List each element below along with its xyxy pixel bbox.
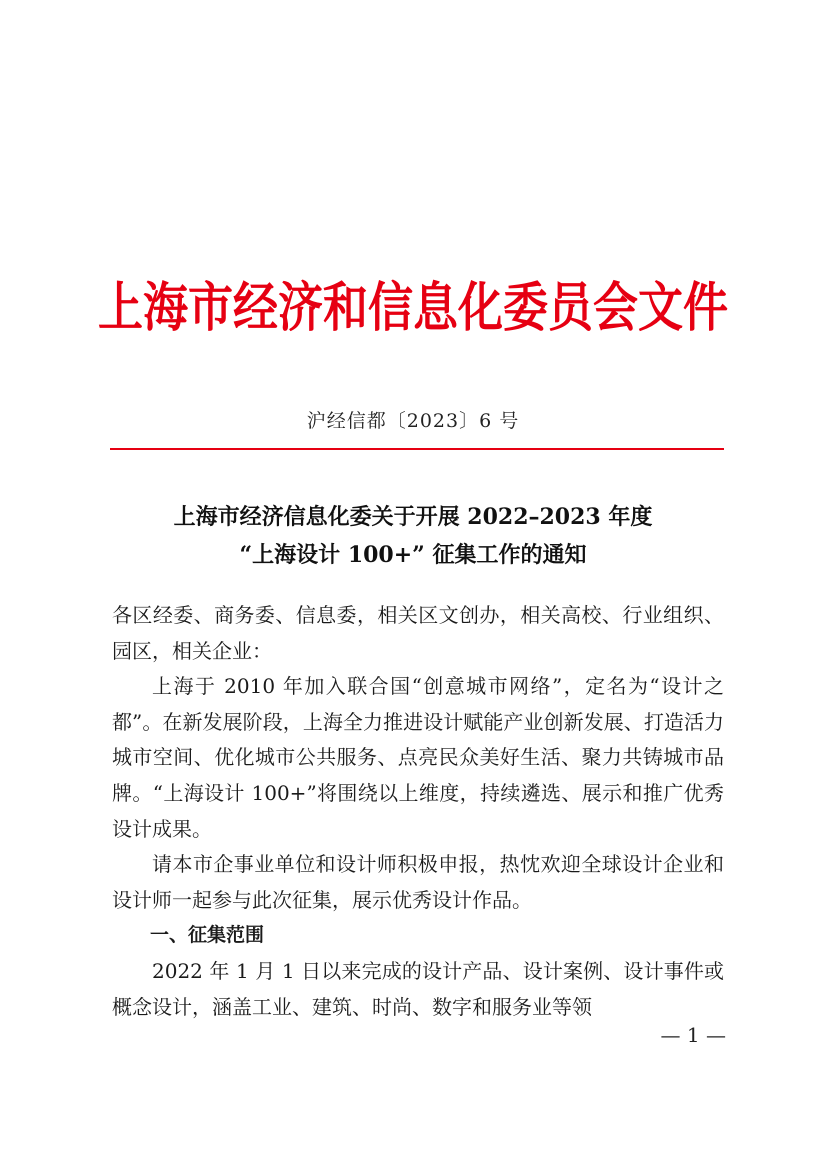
body-paragraph-1: 上海于 2010 年加入联合国“创意城市网络”，定名为“设计之都”。在新发展阶段，上海全力推进设计赋能产业创新发展、打造活力城市空间、优化城市公共服务、点亮民众美好生活、聚力共铸城市品牌。“上海设计 100+”将围绕以上维度，持续遴选、展示和推广优秀设计成果。 — [112, 674, 724, 841]
document-number: 沪经信都〔2023〕6 号 — [306, 410, 520, 432]
red-divider-line — [110, 448, 724, 450]
page-number: — 1 — — [660, 1023, 726, 1047]
section-heading-1: 一、征集范围 — [150, 924, 265, 947]
addressee-paragraph: 各区经委、商务委、信息委，相关区文创办，相关高校、行业组织、园区，相关企业： — [112, 603, 724, 663]
document-body — [112, 598, 724, 1025]
body-paragraph-2: 请本市企事业单位和设计师积极申报，热忱欢迎全球设计企业和设计师一起参与此次征集，展示优秀设计作品。 — [112, 852, 724, 912]
notice-title-line-1: 上海市经济信息化委关于开展 2022–2023 年度 — [173, 504, 653, 530]
notice-title-line-2: “上海设计 100+” 征集工作的通知 — [239, 542, 587, 568]
notice-title — [0, 498, 826, 574]
document-masthead: 上海市经济和信息化委员会文件 — [97, 276, 728, 339]
body-paragraph-3: 2022 年 1 月 1 日以来完成的设计产品、设计案例、设计事件或概念设计，涵盖工业、建筑、时尚、数字和服务业等领 — [112, 958, 724, 1019]
